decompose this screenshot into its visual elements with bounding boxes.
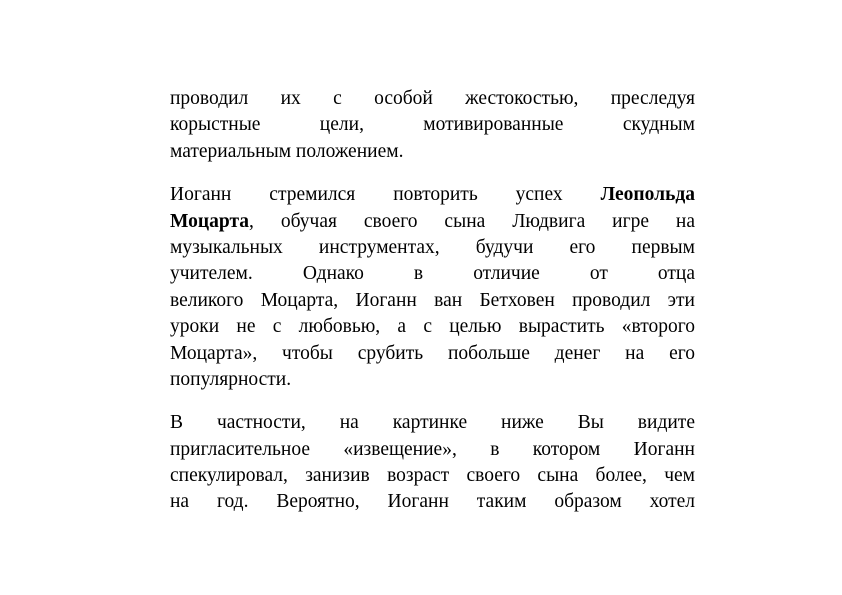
text-line xyxy=(170,182,695,208)
paragraph-2 xyxy=(170,182,695,393)
paragraph-spacer xyxy=(170,165,695,182)
paragraph-1 xyxy=(170,86,695,165)
paragraph-3 xyxy=(170,410,695,516)
text-line: Моцарта», чтобы срубить побольше денег на его xyxy=(170,342,695,364)
text-line: на год. Вероятно, Иоганн таким образом хотел xyxy=(170,491,695,513)
text-line: музыкальных инструментах, будучи его первым xyxy=(170,236,695,258)
text-run: , обучая своего сына Людвига игре на xyxy=(249,210,695,232)
bold-name-mozart: Моцарта xyxy=(170,210,250,232)
text-line: В частности, на картинке ниже Вы видите xyxy=(170,412,695,434)
text-line: материальным положением. xyxy=(170,140,404,162)
text-line: корыстные цели, мотивированные скудным xyxy=(170,114,695,136)
text-line: учителем. Однако в отличие от отца xyxy=(170,263,695,285)
text-run: Иоганн стремился повторить успех xyxy=(170,184,601,206)
text-line xyxy=(170,209,695,235)
text-line: уроки не с любовью, а с целью вырастить «второго xyxy=(170,316,695,338)
text-line: проводил их с особой жестокостью, преследуя xyxy=(170,88,695,109)
document-body xyxy=(170,86,695,516)
text-line: великого Моцарта, Иоганн ван Бетховен проводил эти xyxy=(170,289,695,311)
bold-name-leopold: Леопольда xyxy=(600,184,695,206)
text-line: популярности. xyxy=(170,368,292,390)
text-line: пригласительное «извещение», в котором Иоганн xyxy=(170,438,695,460)
paragraph-spacer xyxy=(170,393,695,410)
text-line: спекулировал, занизив возраст своего сына более, чем xyxy=(170,465,695,487)
